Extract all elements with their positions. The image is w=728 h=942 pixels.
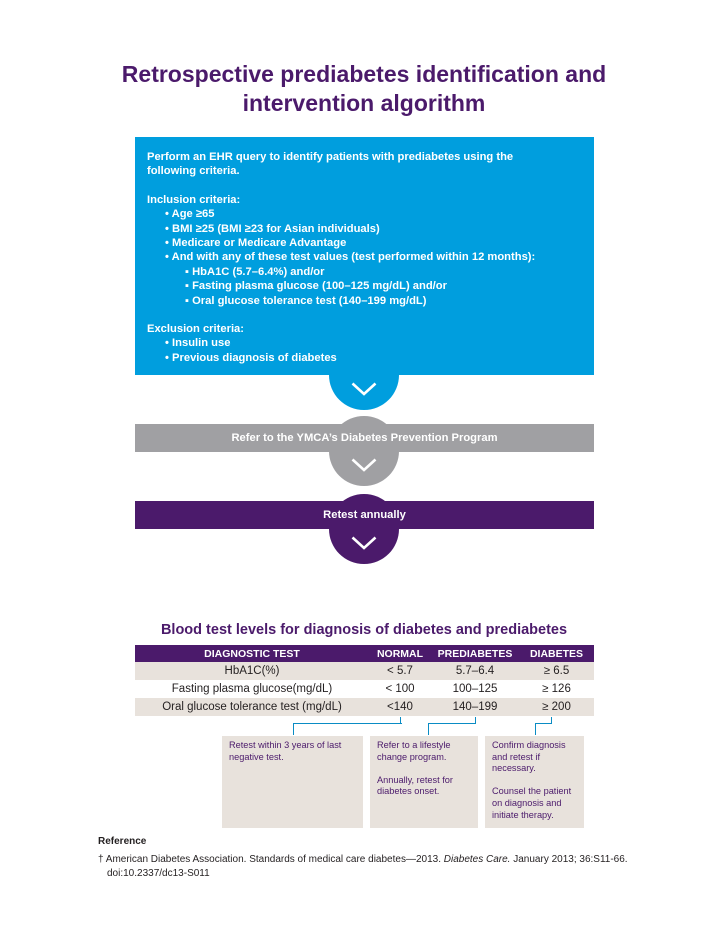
exclusion-item-diagnosis: • Previous diagnosis of diabetes [165, 351, 337, 364]
note-normal-text: Retest within 3 years of last negative test. [229, 740, 342, 762]
citation-text-1: American Diabetes Association. Standards of medical care diabetes—2013. [103, 854, 444, 865]
inclusion-item-age: • Age ≥65 [165, 208, 215, 221]
chevron-down-icon [351, 536, 377, 550]
step3-retest-bar [135, 501, 594, 529]
citation-text-2: January 2013; 36:S11-66. doi:10.2337/dc13-S011 [107, 854, 628, 879]
cell-prediabetes: 5.7–6.4 [431, 662, 519, 680]
cell-test: Fasting plasma glucose(mg/dL) [171, 683, 333, 695]
note-prediabetes-text-2: Annually, retest for diabetes onset. [377, 774, 453, 797]
note-diabetes [485, 736, 584, 828]
connector-prediabetes [428, 723, 476, 735]
cell-diabetes: ≥ 126 [542, 683, 571, 695]
inclusion-item-medicare: • Medicare or Medicare Advantage [165, 237, 347, 250]
note-prediabetes-text-1: Refer to a lifestyle change program. [377, 740, 451, 762]
reference-heading: Reference [98, 836, 147, 847]
inclusion-heading: Inclusion criteria: [147, 193, 241, 206]
step1-query-box [135, 137, 594, 375]
page-title-line-1: Retrospective prediabetes identification and [121, 61, 607, 87]
connector-normal-stem [400, 717, 401, 724]
note-diabetes-text-1: Confirm diagnosis and retest if necessary. [492, 740, 566, 774]
connector-prediabetes-stem [475, 717, 476, 724]
step2-referral-bar [135, 424, 594, 452]
table-row [135, 698, 594, 716]
exclusion-item-insulin: • Insulin use [165, 337, 231, 350]
cell-diabetes: ≥ 200 [519, 698, 594, 716]
table-header-row [135, 645, 594, 662]
cell-test: Oral glucose tolerance test (mg/dL) [135, 698, 369, 716]
reference-citation [98, 853, 638, 881]
connector-normal [293, 723, 402, 735]
note-normal [222, 736, 363, 828]
cell-prediabetes: 100–125 [452, 683, 498, 695]
cell-normal: <140 [369, 698, 431, 716]
note-diabetes-text-2: Counsel the patient on diagnosis and initiate therapy. [492, 786, 572, 820]
cell-diabetes: ≥ 6.5 [519, 662, 594, 680]
header-normal: NORMAL [369, 645, 431, 662]
header-prediabetes: PREDIABETES [431, 645, 519, 662]
table-row [135, 680, 594, 698]
step1-intro-2: following criteria. [147, 165, 240, 178]
note-prediabetes [370, 736, 478, 828]
header-diabetes: DIABETES [519, 645, 594, 662]
chevron-down-icon [351, 382, 377, 396]
inclusion-item-test-values: • And with any of these test values (test performed within 12 months): [165, 251, 536, 264]
blood-table-title: Blood test levels for diagnosis of diabetes and prediabetes [160, 622, 568, 638]
cell-test: HbA1C(%) [135, 662, 369, 680]
cell-normal: < 5.7 [369, 662, 431, 680]
page-title [0, 60, 728, 118]
test-item-ogtt: ▪ Oral glucose tolerance test (140–199 mg/dL) [185, 294, 427, 307]
step1-intro-1: Perform an EHR query to identify patients with prediabetes using the [147, 151, 514, 163]
connector-diabetes [535, 723, 552, 735]
header-diagnostic-test: DIAGNOSTIC TEST [135, 645, 369, 662]
inclusion-item-bmi: • BMI ≥25 (BMI ≥23 for Asian individuals) [165, 222, 380, 235]
cell-normal: < 100 [385, 683, 415, 695]
connector-diabetes-stem [551, 717, 552, 724]
journal-name: Diabetes Care. [443, 854, 511, 865]
blood-test-table [135, 645, 594, 716]
chevron-down-icon [351, 458, 377, 472]
test-item-fasting: ▪ Fasting plasma glucose (100–125 mg/dL) and/or [185, 280, 447, 293]
table-row [135, 662, 594, 680]
step2-label: Refer to the YMCA’s Diabetes Prevention Program [231, 432, 498, 444]
step3-label: Retest annually [323, 509, 406, 521]
test-item-hba1c: ▪ HbA1C (5.7–6.4%) and/or [185, 265, 325, 278]
page-title-line-2: intervention algorithm [242, 90, 486, 116]
dagger-mark: † [98, 854, 104, 865]
exclusion-heading: Exclusion criteria: [147, 323, 244, 336]
cell-prediabetes: 140–199 [431, 698, 519, 716]
